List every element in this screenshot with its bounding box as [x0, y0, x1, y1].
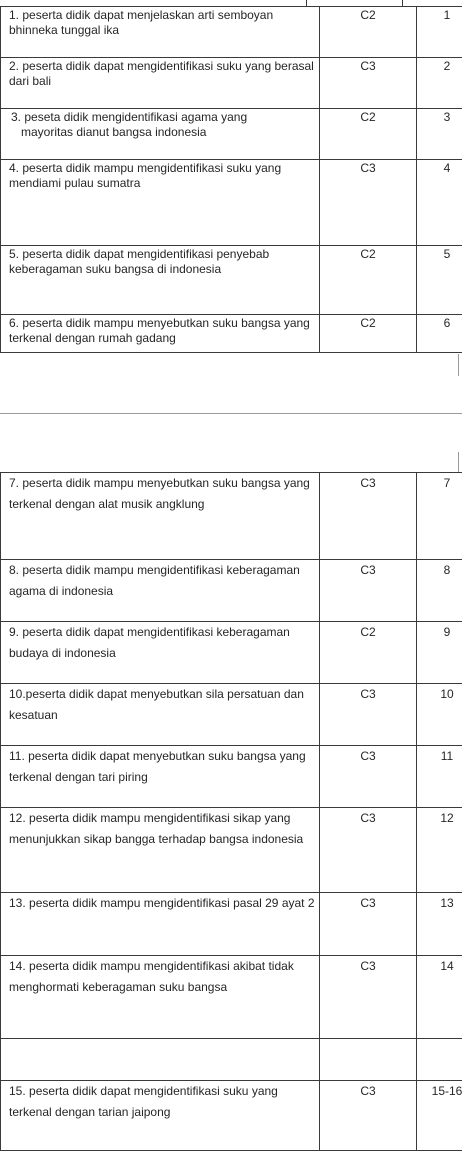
indicator-table-part-2	[0, 472, 462, 1151]
indicator-table-part-1	[0, 6, 462, 353]
question-number-cell: 1	[417, 7, 462, 58]
table-row	[1, 109, 462, 160]
indicator-cell: 10.peserta didik dapat menyebutkan sila persatuan dan kesatuan	[1, 684, 320, 746]
indicator-cell	[1, 109, 320, 160]
question-number-cell: 13	[417, 893, 462, 956]
question-number-cell: 14	[417, 956, 462, 1039]
indicator-cell: 1. peserta didik dapat menjelaskan arti semboyan bhinneka tunggal ika	[1, 7, 320, 58]
cognitive-level-cell: C2	[320, 315, 417, 353]
cognitive-level-cell: C3	[320, 1081, 417, 1151]
table-row	[1, 473, 462, 560]
cognitive-level-cell: C3	[320, 473, 417, 560]
indicator-cell: 14. peserta didik mampu mengidentifikasi akibat tidak menghormati keberagaman suku bangsa	[1, 956, 320, 1039]
indicator-cell: 15. peserta didik dapat mengidentifikasi suku yang terkenal dengan tarian jaipong	[1, 1081, 320, 1151]
page-break-divider	[0, 413, 462, 414]
page-break-marker	[458, 452, 459, 472]
cognitive-level-cell: C3	[320, 684, 417, 746]
indicator-cell: 9. peserta didik dapat mengidentifikasi keberagaman budaya di indonesia	[1, 622, 320, 684]
indicator-cell: 2. peserta didik dapat mengidentifikasi suku yang berasal dari bali	[1, 58, 320, 109]
table-row	[1, 246, 462, 315]
cognitive-level-cell: C3	[320, 160, 417, 246]
question-number-cell: 10	[417, 684, 462, 746]
question-number-cell: 5	[417, 246, 462, 315]
indicator-cell: 5. peserta didik dapat mengidentifikasi penyebab keberagaman suku bangsa di indonesia	[1, 246, 320, 315]
page-break-marker	[458, 354, 459, 376]
question-number-cell: 15-16	[417, 1081, 462, 1151]
question-number-cell: 12	[417, 808, 462, 893]
indicator-cell: 8. peserta didik mampu mengidentifikasi keberagaman agama di indonesia	[1, 560, 320, 622]
cognitive-level-cell: C2	[320, 7, 417, 58]
question-number-cell	[417, 1039, 462, 1081]
table-row	[1, 808, 462, 893]
cognitive-level-cell: C2	[320, 109, 417, 160]
cognitive-level-cell: C3	[320, 58, 417, 109]
table-row	[1, 684, 462, 746]
table-row	[1, 58, 462, 109]
indicator-cell: 13. peserta didik mampu mengidentifikasi pasal 29 ayat 2	[1, 893, 320, 956]
question-number-cell: 9	[417, 622, 462, 684]
cognitive-level-cell: C2	[320, 622, 417, 684]
table-row	[1, 893, 462, 956]
cognitive-level-cell: C3	[320, 746, 417, 808]
question-number-cell: 2	[417, 58, 462, 109]
table-row	[1, 956, 462, 1039]
cognitive-level-cell: C3	[320, 956, 417, 1039]
table-row	[1, 622, 462, 684]
cognitive-level-cell: C3	[320, 893, 417, 956]
question-number-cell: 4	[417, 160, 462, 246]
table-row	[1, 746, 462, 808]
table-row	[1, 1081, 462, 1151]
indicator-cell: 6. peserta didik mampu menyebutkan suku bangsa yang terkenal dengan rumah gadang	[1, 315, 320, 353]
cognitive-level-cell: C3	[320, 808, 417, 893]
cognitive-level-cell	[320, 1039, 417, 1081]
indicator-line-1: 3. peseta didik mengidentifikasi agama yang	[11, 110, 247, 124]
table-row	[1, 160, 462, 246]
question-number-cell: 11	[417, 746, 462, 808]
indicator-cell	[1, 1039, 320, 1081]
indicator-cell: 11. peserta didik dapat menyebutkan suku bangsa yang terkenal dengan tari piring	[1, 746, 320, 808]
indicator-cell: 7. peserta didik mampu menyebutkan suku bangsa yang terkenal dengan alat musik angklung	[1, 473, 320, 560]
cognitive-level-cell: C3	[320, 560, 417, 622]
question-number-cell: 6	[417, 315, 462, 353]
cognitive-level-cell: C2	[320, 246, 417, 315]
question-number-cell: 3	[417, 109, 462, 160]
indicator-line-2: mayoritas dianut bangsa indonesia	[11, 125, 315, 140]
table-row	[1, 315, 462, 353]
question-number-cell: 7	[417, 473, 462, 560]
indicator-cell: 12. peserta didik mampu mengidentifikasi sikap yang menunjukkan sikap bangga terhadap bangsa indonesia	[1, 808, 320, 893]
table-row	[1, 560, 462, 622]
table-row	[1, 1039, 462, 1081]
table-row	[1, 7, 462, 58]
question-number-cell: 8	[417, 560, 462, 622]
indicator-cell: 4. peserta didik mampu mengidentifikasi suku yang mendiami pulau sumatra	[1, 160, 320, 246]
